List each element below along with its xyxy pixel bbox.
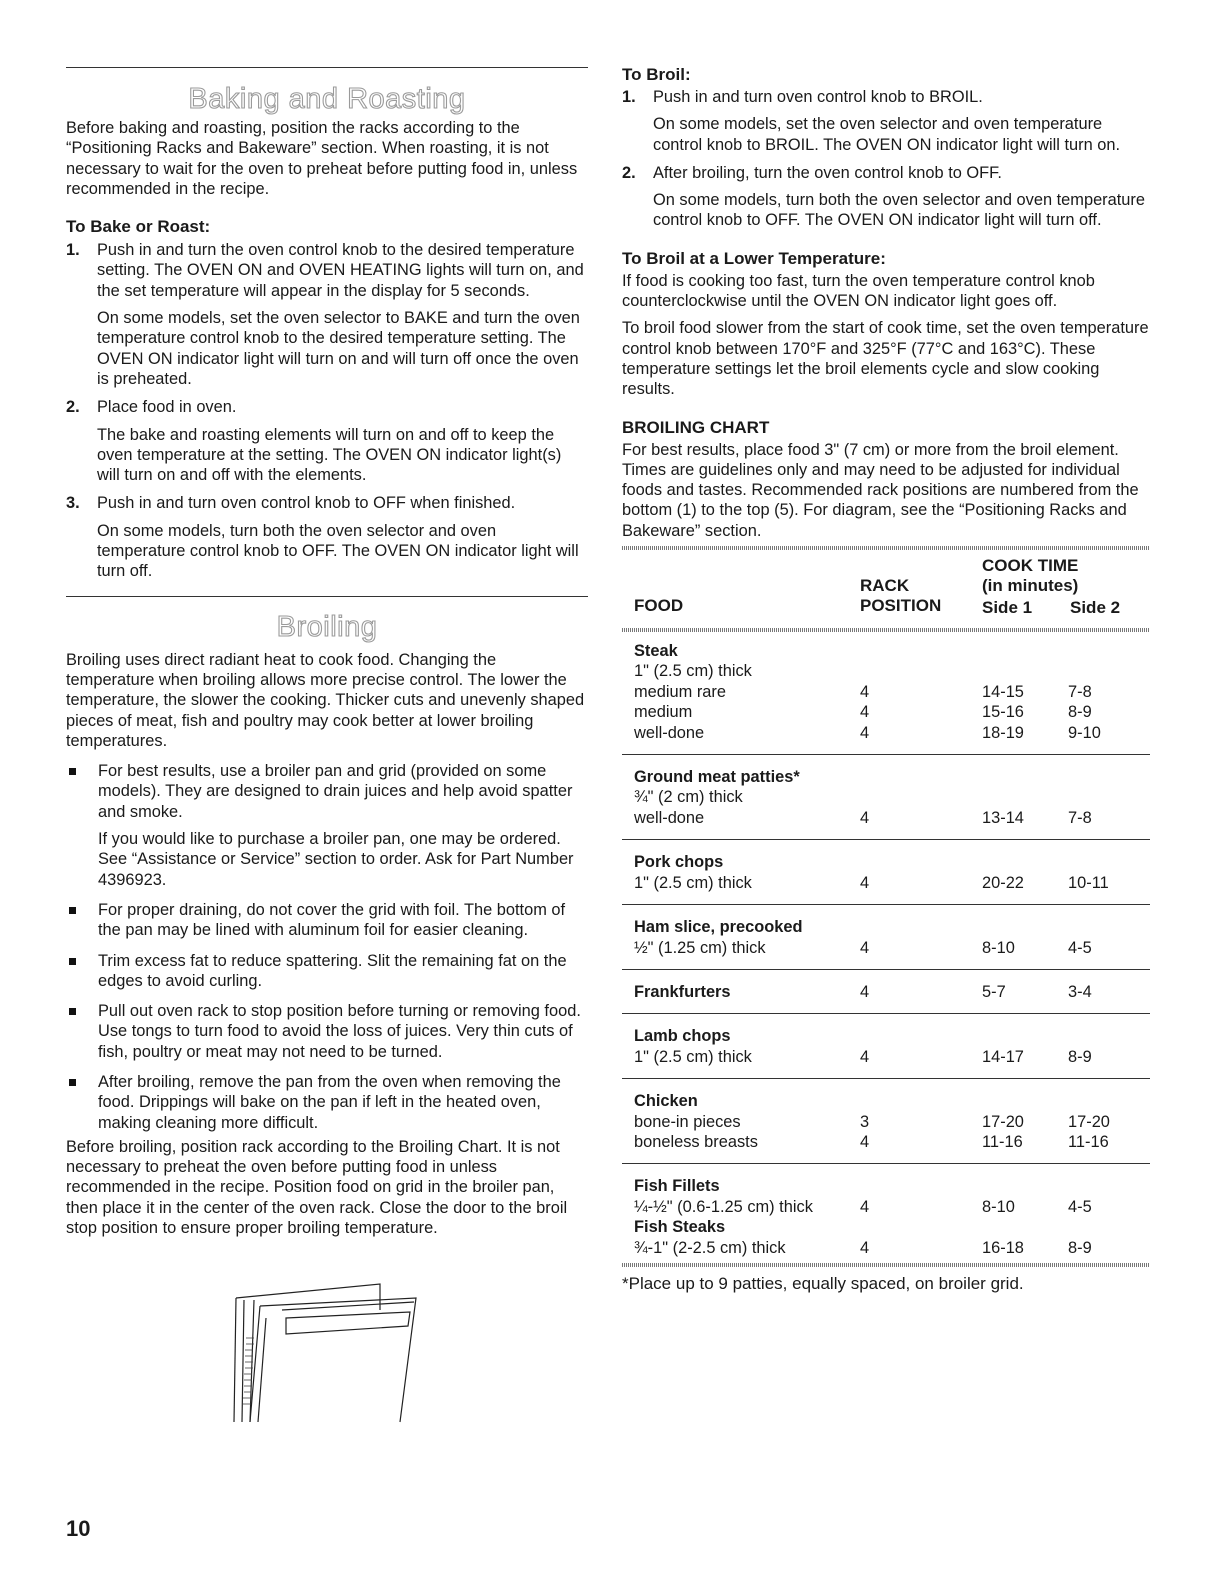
bake-roast-subheading: To Bake or Roast:	[66, 217, 211, 237]
rack-position-cell: 4	[860, 723, 870, 742]
page-number: 10	[66, 1516, 91, 1541]
table-row-group	[622, 905, 1150, 969]
table-row	[634, 1176, 1150, 1196]
header-side-2: Side 2	[1070, 598, 1121, 618]
table-row	[634, 641, 1150, 661]
table-row	[634, 1238, 1150, 1258]
table-row	[634, 787, 1150, 807]
step-note: On some models, turn both the oven selector and oven temperature control knob to OFF. The OVEN ON indicator light will turn off.	[653, 191, 1145, 230]
broiling-bullet	[66, 1072, 588, 1133]
bake-step	[66, 240, 588, 389]
food-cell: Ground meat patties*	[634, 768, 800, 787]
food-cell: Steak	[634, 642, 678, 661]
step-note: On some models, set the oven selector to BAKE and turn the oven temperature control knob to the desired temperature setting. The OVEN ON indicator light will turn on and will turn off once the oven is preheated.	[97, 309, 580, 388]
bullet-square-icon	[69, 958, 76, 965]
bake-step	[66, 493, 588, 581]
broiling-chart-intro: For best results, place food 3" (7 cm) or more from the broil element. Times are guidelines only and may need to be adjusted for individual foods and tastes. Recommended rack positions are numbered from the bottom (1) to the top (5). For diagram, see the “Positioning Racks and Bakeware” section.	[622, 440, 1139, 540]
right-column	[622, 0, 1150, 1294]
table-row	[634, 917, 1150, 937]
side-2-time-cell: 10-11	[1068, 873, 1109, 892]
side-2-time-cell: 3-4	[1068, 982, 1092, 1001]
bullet-square-icon	[69, 907, 76, 914]
broiling-bullet	[66, 951, 588, 992]
food-cell: ¾-1" (2-2.5 cm) thick	[634, 1238, 786, 1257]
food-cell: bone-in pieces	[634, 1112, 741, 1131]
bullet-text: Trim excess fat to reduce spattering. Slit the remaining fat on the edges to avoid curling.	[98, 951, 567, 990]
broil-step	[622, 87, 1150, 155]
table-row	[634, 873, 1150, 893]
table-row	[634, 661, 1150, 681]
table-row	[634, 1091, 1150, 1111]
side-1-time-cell: 20-22	[982, 873, 1024, 892]
side-2-time-cell: 7-8	[1068, 682, 1092, 701]
food-cell: Fish Fillets	[634, 1177, 720, 1196]
food-cell: medium	[634, 703, 693, 722]
table-row	[634, 1112, 1150, 1132]
bullet-note: If you would like to purchase a broiler pan, one may be ordered. See “Assistance or Service” section to order. Ask for Part Number 4396923.	[98, 830, 574, 889]
broiling-intro: Broiling uses direct radiant heat to cook food. Changing the temperature when broiling allows more precise control. The lower the temperature, the slower the cooking. Thicker cuts and unevenly shaped pieces of meat, fish and poultry may cook better at lower broiling temperatures.	[66, 650, 585, 750]
broiling-bullet	[66, 900, 588, 941]
side-1-time-cell: 14-15	[982, 682, 1024, 701]
step-text: Push in and turn oven control knob to OFF when finished.	[97, 494, 516, 513]
side-2-time-cell: 9-10	[1068, 723, 1101, 742]
header-rack: RACK	[860, 576, 910, 596]
table-row-group	[622, 1079, 1150, 1163]
broiling-chart-title: BROILING CHART	[622, 417, 770, 437]
food-cell: ¼-½" (0.6-1.25 cm) thick	[634, 1197, 813, 1216]
rack-position-cell: 4	[860, 1238, 870, 1257]
header-food: FOOD	[634, 596, 684, 616]
food-cell: Pork chops	[634, 853, 724, 872]
food-cell: 1" (2.5 cm) thick	[634, 873, 752, 892]
lower-temp-paragraph: To broil food slower from the start of cook time, set the oven temperature control knob between 170°F and 325°F (77°C and 163°C). These temperature settings let the broil elements cycle and slow cooking results.	[622, 319, 1149, 399]
bullet-square-icon	[69, 768, 76, 775]
broiling-outro: Before broiling, position rack according to the Broiling Chart. It is not necessary to preheat the oven before putting food in unless recommended in the recipe. Position food on grid in the broiler pan, then place it in the center of the oven rack. Close the door to the broil stop position to ensure proper broiling temperature.	[66, 1137, 568, 1238]
table-row-group	[622, 970, 1150, 1013]
side-1-time-cell: 8-10	[982, 938, 1015, 957]
step-number: 1.	[66, 241, 80, 260]
table-row	[634, 1047, 1150, 1067]
side-2-time-cell: 8-9	[1068, 1238, 1092, 1257]
baking-section-title: Baking and Roasting	[188, 83, 466, 115]
table-row-group	[622, 840, 1150, 904]
step-text: Push in and turn the oven control knob to the desired temperature setting. The OVEN ON and OVEN HEATING lights will turn on, and the set temperature will appear in the display for 5 seconds.	[97, 241, 584, 300]
side-1-time-cell: 13-14	[982, 808, 1024, 827]
lower-temp-subheading: To Broil at a Lower Temperature:	[622, 248, 886, 268]
table-footnote: *Place up to 9 patties, equally spaced, on broiler grid.	[622, 1273, 1024, 1293]
side-2-time-cell: 11-16	[1068, 1132, 1109, 1151]
rack-position-cell: 4	[860, 1197, 870, 1216]
table-row	[634, 1026, 1150, 1046]
food-cell: boneless breasts	[634, 1132, 758, 1151]
side-2-time-cell: 7-8	[1068, 808, 1092, 827]
table-row	[634, 682, 1150, 702]
bullet-square-icon	[69, 1008, 76, 1015]
rack-position-cell: 4	[860, 1132, 870, 1151]
broil-step	[622, 163, 1150, 231]
side-2-time-cell: 8-9	[1068, 1047, 1092, 1066]
food-cell: well-done	[634, 723, 705, 742]
table-row	[634, 702, 1150, 722]
header-position: POSITION	[860, 596, 942, 616]
table-row	[634, 1217, 1150, 1237]
table-header	[622, 550, 1150, 628]
table-row	[634, 1132, 1150, 1152]
rack-position-cell: 4	[860, 703, 870, 722]
side-2-time-cell: 4-5	[1068, 938, 1092, 957]
table-row	[634, 808, 1150, 828]
rack-position-cell: 4	[860, 1047, 870, 1066]
rack-position-cell: 4	[860, 982, 870, 1001]
food-cell: Frankfurters	[634, 982, 731, 1001]
side-2-time-cell: 8-9	[1068, 703, 1092, 722]
table-row-group	[622, 1164, 1150, 1260]
bake-step	[66, 397, 588, 485]
table-row-group	[622, 755, 1150, 839]
food-cell: Fish Steaks	[634, 1218, 726, 1237]
step-text: After broiling, turn the oven control knob to OFF.	[653, 163, 1002, 182]
side-1-time-cell: 11-16	[982, 1132, 1023, 1151]
step-number: 2.	[66, 398, 80, 417]
step-text: Place food in oven.	[97, 398, 237, 417]
section-divider	[66, 67, 588, 68]
rack-position-cell: 4	[860, 873, 870, 892]
side-1-time-cell: 16-18	[982, 1238, 1024, 1257]
oven-door-broil-stop-illustration	[230, 1278, 426, 1428]
food-cell: Lamb chops	[634, 1027, 731, 1046]
side-1-time-cell: 14-17	[982, 1047, 1024, 1066]
side-1-time-cell: 18-19	[982, 723, 1024, 742]
table-row	[634, 982, 1150, 1002]
rack-position-cell: 4	[860, 682, 870, 701]
table-bottom-border	[622, 1263, 1150, 1267]
table-row-group	[622, 632, 1150, 754]
side-2-time-cell: 17-20	[1068, 1112, 1110, 1131]
rack-position-cell: 3	[860, 1112, 870, 1131]
to-broil-subheading: To Broil:	[622, 65, 691, 84]
step-number: 3.	[66, 494, 80, 513]
table-row-group	[622, 1014, 1150, 1078]
bullet-text: For best results, use a broiler pan and grid (provided on some models). They are designed to drain juices and help avoid spatter and smoke.	[98, 762, 573, 821]
side-1-time-cell: 15-16	[982, 703, 1024, 722]
food-cell: medium rare	[634, 682, 726, 701]
header-cook-time: COOK TIME	[982, 556, 1079, 576]
header-side-1: Side 1	[982, 598, 1033, 618]
step-number: 1.	[622, 88, 636, 106]
broiling-bullet	[66, 1001, 588, 1062]
food-cell: 1" (2.5 cm) thick	[634, 662, 752, 681]
rack-position-cell: 4	[860, 938, 870, 957]
table-row	[634, 938, 1150, 958]
food-cell: ½" (1.25 cm) thick	[634, 938, 766, 957]
food-cell: 1" (2.5 cm) thick	[634, 1047, 752, 1066]
side-2-time-cell: 4-5	[1068, 1197, 1092, 1216]
broiling-bullet	[66, 761, 588, 890]
table-row	[634, 1197, 1150, 1217]
section-divider	[66, 596, 588, 597]
lower-temp-paragraph: If food is cooking too fast, turn the oven temperature control knob counterclockwise until the OVEN ON indicator light goes off.	[622, 271, 1095, 311]
food-cell: Chicken	[634, 1092, 698, 1111]
step-note: The bake and roasting elements will turn on and off to keep the oven temperature at the setting. The OVEN ON indicator light(s) will turn on and off with the elements.	[97, 425, 562, 485]
bullet-text: After broiling, remove the pan from the oven when removing the food. Drippings will bake on the pan if left in the heated oven, making cleaning more difficult.	[98, 1072, 561, 1132]
food-cell: ¾" (2 cm) thick	[634, 788, 743, 807]
bullet-text: For proper draining, do not cover the grid with foil. The bottom of the pan may be lined with aluminum foil for easier cleaning.	[98, 900, 566, 940]
step-note: On some models, set the oven selector and oven temperature control knob to BROIL. The OVEN ON indicator light will turn on.	[653, 115, 1121, 154]
broiling-chart-table	[622, 632, 1150, 1260]
header-in-minutes: (in minutes)	[982, 576, 1079, 596]
table-row	[634, 767, 1150, 787]
bullet-text: Pull out oven rack to stop position before turning or removing food. Use tongs to turn food to avoid the loss of juices. Very thin cuts of fish, poultry or meat may not need to be turned.	[98, 1002, 581, 1061]
bullet-square-icon	[69, 1079, 76, 1086]
baking-intro: Before baking and roasting, position the racks according to the “Positioning Racks and Bakeware” section. When roasting, it is not necessary to wait for the oven to preheat before putting food in, unless recommended in the recipe.	[66, 119, 578, 198]
step-note: On some models, turn both the oven selector and oven temperature control knob to OFF. The OVEN ON indicator light will turn off.	[97, 521, 579, 581]
side-1-time-cell: 5-7	[982, 982, 1006, 1001]
side-1-time-cell: 8-10	[982, 1197, 1015, 1216]
table-row	[634, 723, 1150, 743]
food-cell: well-done	[634, 808, 705, 827]
broiling-section-title: Broiling	[276, 610, 378, 643]
step-number: 2.	[622, 163, 636, 182]
table-row	[634, 852, 1150, 872]
left-column	[66, 0, 588, 1541]
rack-position-cell: 4	[860, 808, 870, 827]
step-text: Push in and turn oven control knob to BROIL.	[653, 88, 983, 106]
food-cell: Ham slice, precooked	[634, 918, 803, 937]
side-1-time-cell: 17-20	[982, 1112, 1024, 1131]
